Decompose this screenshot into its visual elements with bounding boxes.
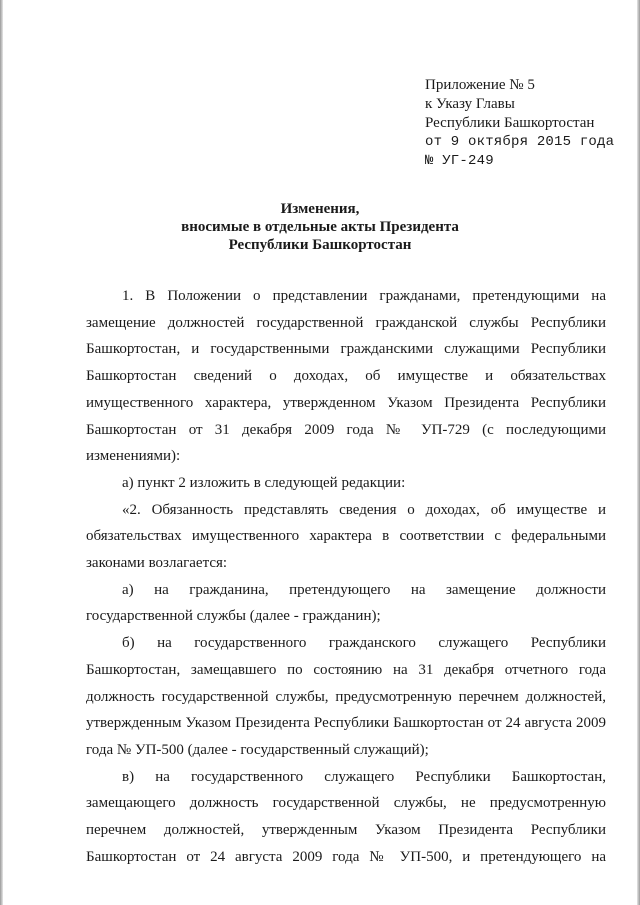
paragraph-subitem-a: а) пункт 2 изложить в следующей редакции: [122,474,406,491]
paragraph-clause-2: «2. Обязанность представлять сведения о доходах, об имуществе и обязательствах имущественного характера в соответствии с федеральными законами возлагается: [86,501,606,572]
paragraph-clause-2c: в) на государственного служащего Республики Башкортостан, замещающего должность государственной службы, не предусмотренную перечнем должностей, утвержденным Указом Президента Республики Башкортостан от 24 августа 2009 года № УП-500, и претендующего на [86,768,606,865]
title-line-1: Изменения, [280,201,360,217]
document-title [60,200,580,254]
document-body [86,283,606,870]
appendix-decree-ref: к Указу Главы [425,96,515,112]
paragraph-clause-2b: б) на государственного гражданского служащего Республики Башкортостан, замещавшего по состоянию на 31 декабря отчетного года должность государственной службы, предусмотренную перечнем должностей, утвержденным Указом Президента Республики Башкортостан от 24 августа 2009 года № УП-500 (далее - государственный служащий); [86,635,606,758]
appendix-number: Приложение № 5 [425,77,535,93]
scan-edge-left [0,0,3,905]
appendix-header [425,76,625,171]
paragraph-1: 1. В Положении о представлении гражданами, претендующими на замещение должностей государственной гражданской службы Республики Башкортостан, и государственными гражданскими служащими Республики Башкортостан сведений о доходах, об имуществе и обязательствах имущественного характера, утвержденном Указом Президента Республики Башкортостан от 31 декабря 2009 года № УП-729 (с последующими изменениями): [86,288,606,465]
paragraph-clause-2a: а) на гражданина, претендующего на замещение должности государственной службы (далее - гражданин); [86,581,606,625]
appendix-decree-number: № УГ-249 [425,153,494,169]
title-line-2: вносимые в отдельные акты Президента [181,219,459,235]
title-line-3: Республики Башкортостан [228,237,412,253]
appendix-republic: Республики Башкортостан [425,115,595,131]
appendix-date: от 9 октября 2015 года [425,134,615,150]
